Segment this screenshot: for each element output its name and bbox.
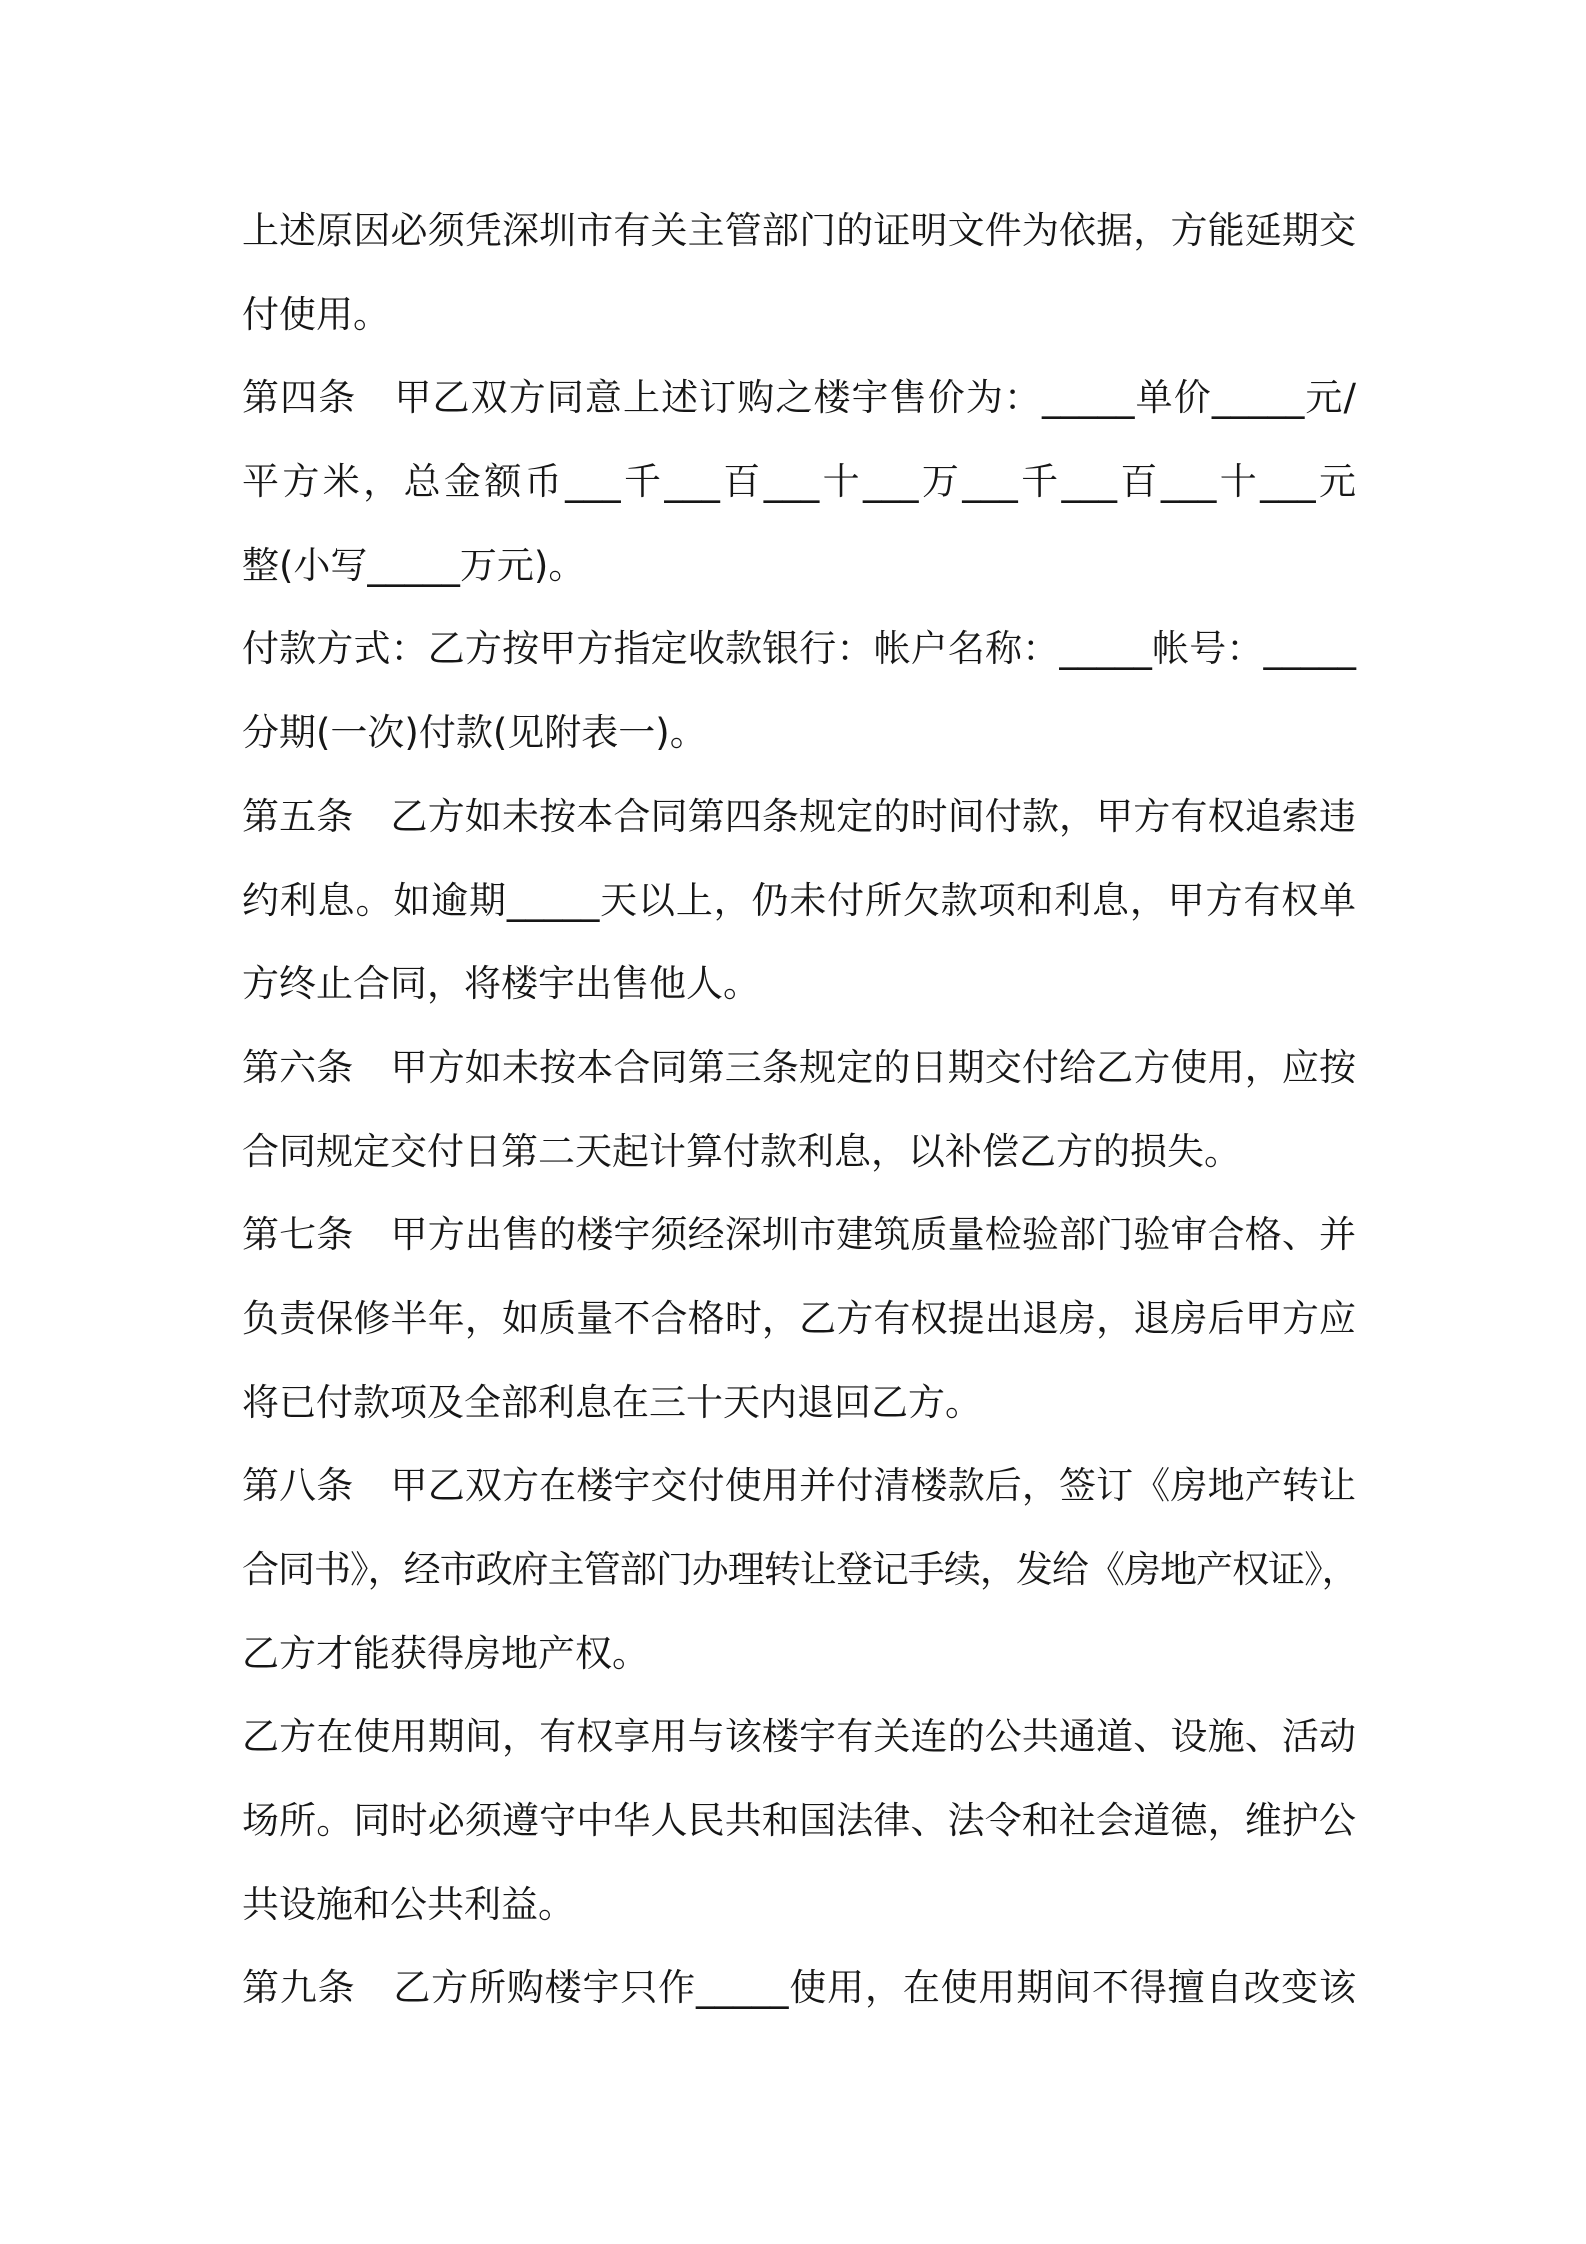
text-line: 乙方在使用期间，有权享用与该楼宇有关连的公共通道、设施、活动 <box>242 1715 1356 1759</box>
text-line: 负责保修半年，如质量不合格时，乙方有权提出退房，退房后甲方应 <box>242 1296 1356 1340</box>
text-line: 合同规定交付日第二天起计算付款利息，以补偿乙方的损失。 <box>242 1129 1241 1173</box>
document-body <box>242 189 1356 2030</box>
text-line: 第五条 乙方如未按本合同第四条规定的时间付款，甲方有权追索违 <box>242 794 1356 838</box>
text-line: 场所。同时必须遵守中华人民共和国法律、法令和社会道德，维护公 <box>242 1799 1356 1843</box>
paragraph-article-8 <box>242 1444 1356 1695</box>
text-line: 将已付款项及全部利息在三十天内退回乙方。 <box>242 1380 982 1424</box>
text-line: 第八条 甲乙双方在楼宇交付使用并付清楼款后，签订《房地产转让 <box>242 1464 1356 1508</box>
text-line: 共设施和公共利益。 <box>242 1882 575 1926</box>
text-line: 合同书》，经市政府主管部门办理转让登记手续，发给《房地产权证》， <box>242 1548 1356 1591</box>
text-line: 方终止合同，将楼宇出售他人。 <box>242 962 760 1006</box>
text-line: 平方米，总金额币___千___百___十___万___千___百___十___元 <box>242 460 1356 504</box>
text-line: 第四条 甲乙双方同意上述订购之楼宇售价为：_____单价_____元/ <box>242 376 1356 420</box>
text-line: 整(小写_____万元)。 <box>242 543 586 587</box>
text-line: 付使用。 <box>242 292 390 336</box>
paragraph-article-6 <box>242 1026 1356 1193</box>
paragraph-continuation <box>242 189 1356 356</box>
paragraph-article-7 <box>242 1193 1356 1444</box>
text-line: 第九条 乙方所购楼宇只作_____使用，在使用期间不得擅自改变该 <box>242 1966 1356 2010</box>
text-line: 第六条 甲方如未按本合同第三条规定的日期交付给乙方使用，应按 <box>242 1045 1356 1089</box>
paragraph-payment-method <box>242 607 1356 774</box>
text-line: 第七条 甲方出售的楼宇须经深圳市建筑质量检验部门验审合格、并 <box>242 1213 1356 1257</box>
paragraph-usage-rights <box>242 1695 1356 1946</box>
paragraph-article-5 <box>242 775 1356 1026</box>
paragraph-article-9 <box>242 1946 1356 2030</box>
text-line: 分期(一次)付款(见附表一)。 <box>242 711 707 755</box>
text-line: 约利息。如逾期_____天以上，仍未付所欠款项和利息，甲方有权单 <box>242 878 1356 922</box>
text-line: 乙方才能获得房地产权。 <box>242 1631 649 1675</box>
text-line: 上述原因必须凭深圳市有关主管部门的证明文件为依据，方能延期交 <box>242 209 1356 252</box>
text-line: 付款方式：乙方按甲方指定收款银行：帐户名称：_____帐号：_____ <box>242 627 1356 671</box>
paragraph-article-4 <box>242 356 1356 607</box>
